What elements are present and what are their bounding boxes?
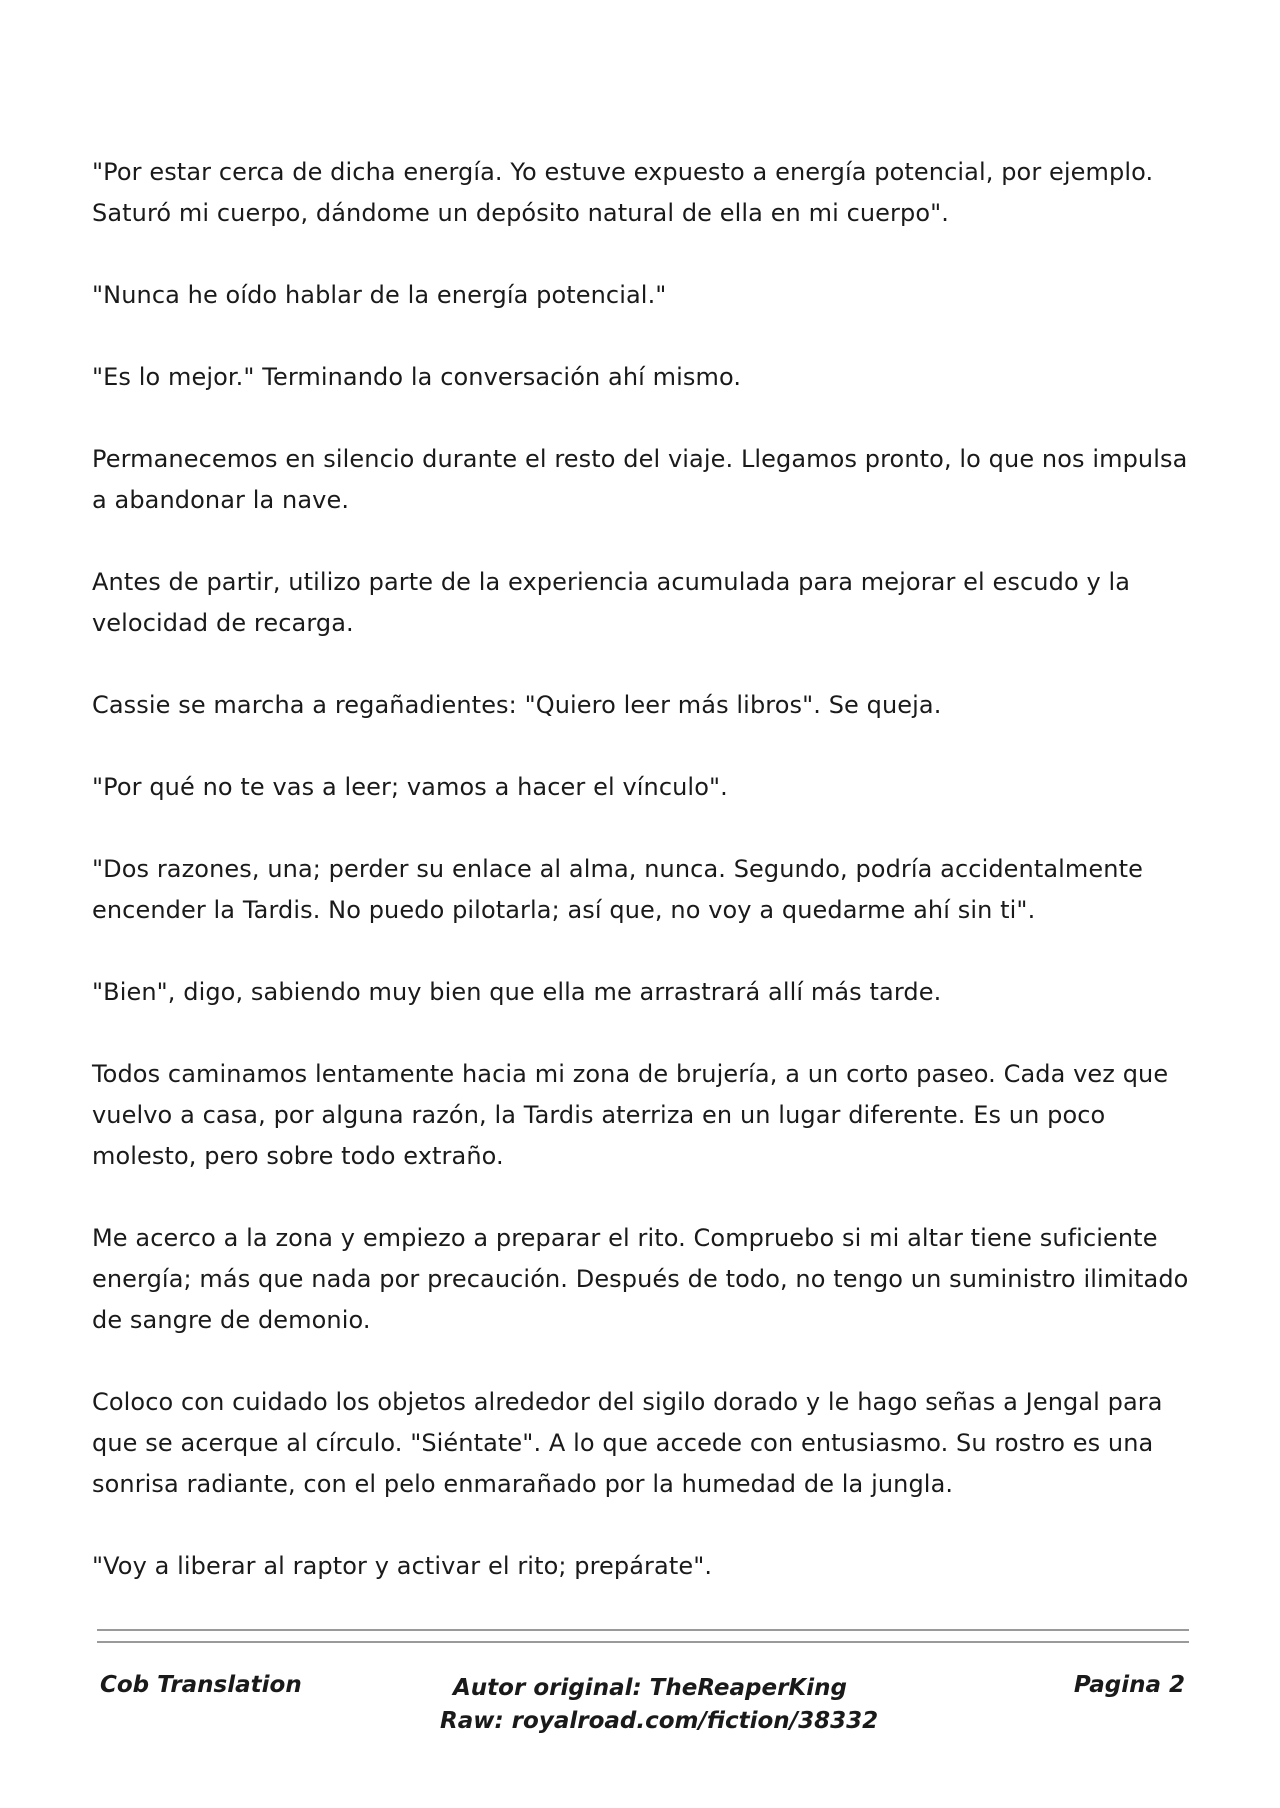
footer-page-number: Pagina 2 <box>1073 1672 1185 1698</box>
paragraph-12: Coloco con cuidado los objetos alrededor del sigilo dorado y le hago señas a Jengal para que se acerque al círculo. "Siéntate". A lo que accede con entusiasmo. Su rostro es una sonrisa radiante, con el pelo enmarañado por la humedad de la jungla. <box>92 1388 1163 1498</box>
paragraph-7: "Por qué no te vas a leer; vamos a hacer el vínculo". <box>92 773 728 801</box>
paragraph-10: Todos caminamos lentamente hacia mi zona de brujería, a un corto paseo. Cada vez que vuelvo a casa, por alguna razón, la Tardis aterriza en un lugar diferente. Es un poco molesto, pero sobre todo extraño. <box>92 1060 1169 1170</box>
paragraph-2: "Nunca he oído hablar de la energía potencial." <box>92 281 667 309</box>
paragraph-9: "Bien", digo, sabiendo muy bien que ella me arrastrará allí más tarde. <box>92 978 942 1006</box>
paragraph-8: "Dos razones, una; perder su enlace al alma, nunca. Segundo, podría accidentalmente encender la Tardis. No puedo pilotarla; así que, no voy a quedarme ahí sin ti". <box>92 855 1143 924</box>
footer-credits <box>440 1672 879 1738</box>
paragraph-13: "Voy a liberar al raptor y activar el rito; prepárate". <box>92 1552 713 1580</box>
footer-raw-source: Raw: royalroad.com/fiction/38332 <box>440 1708 879 1734</box>
footer-author: Autor original: TheReaperKing <box>453 1675 847 1701</box>
paragraph-5: Antes de partir, utilizo parte de la experiencia acumulada para mejorar el escudo y la velocidad de recarga. <box>92 568 1131 637</box>
footer-divider-bottom <box>97 1641 1189 1643</box>
paragraph-3: "Es lo mejor." Terminando la conversación ahí mismo. <box>92 363 742 391</box>
paragraph-11: Me acerco a la zona y empiezo a preparar el rito. Compruebo si mi altar tiene suficiente energía; más que nada por precaución. Después de todo, no tengo un suministro ilimitado de sangre de demonio. <box>92 1224 1189 1334</box>
body-text <box>92 152 1202 1628</box>
paragraph-1: "Por estar cerca de dicha energía. Yo estuve expuesto a energía potencial, por ejemplo. Saturó mi cuerpo, dándome un depósito natural de ella en mi cuerpo". <box>92 158 1154 227</box>
paragraph-6: Cassie se marcha a regañadientes: "Quiero leer más libros". Se queja. <box>92 691 942 719</box>
paragraph-4: Permanecemos en silencio durante el resto del viaje. Llegamos pronto, lo que nos impulsa a abandonar la nave. <box>92 445 1188 514</box>
footer-translator: Cob Translation <box>100 1672 302 1698</box>
footer-divider-top <box>97 1629 1189 1631</box>
